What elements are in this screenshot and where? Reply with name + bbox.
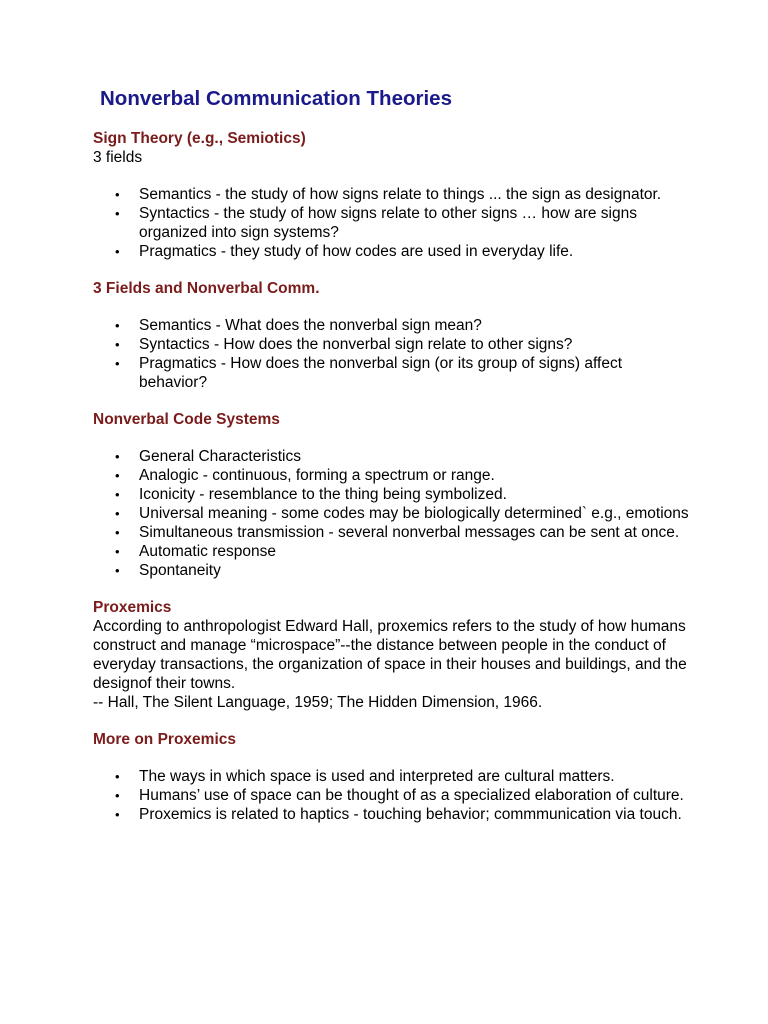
list-item: • Syntactics - the study of how signs relate to other signs … how are signs organized into sign systems? xyxy=(139,204,693,242)
section-sign-theory xyxy=(93,129,693,261)
list-item: • Automatic response xyxy=(139,542,693,561)
section-proxemics xyxy=(93,598,693,712)
list-item: • Iconicity - resemblance to the thing being symbolized. xyxy=(139,485,693,504)
section-heading: Sign Theory (e.g., Semiotics) xyxy=(93,130,306,147)
list-item: • Proxemics is related to haptics - touching behavior; commmunication via touch. xyxy=(139,805,693,824)
bullet-list xyxy=(93,767,693,824)
bullet-list xyxy=(93,316,693,392)
list-item: • Syntactics - How does the nonverbal sign relate to other signs? xyxy=(139,335,693,354)
list-item: • Pragmatics - How does the nonverbal sign (or its group of signs) affect behavior? xyxy=(139,354,693,392)
list-item: • Semantics - What does the nonverbal sign mean? xyxy=(139,316,693,335)
section-heading: More on Proxemics xyxy=(93,731,236,748)
document-body xyxy=(93,129,693,824)
list-item: • Simultaneous transmission - several nonverbal messages can be sent at once. xyxy=(139,523,693,542)
list-item: • Semantics - the study of how signs relate to things ... the sign as designator. xyxy=(139,185,693,204)
section-three-fields xyxy=(93,279,693,392)
section-intro: 3 fields xyxy=(93,149,143,166)
bullet-list xyxy=(93,185,693,261)
citation: -- Hall, The Silent Language, 1959; The Hidden Dimension, 1966. xyxy=(93,694,543,711)
section-heading: 3 Fields and Nonverbal Comm. xyxy=(93,280,320,297)
section-paragraph: According to anthropologist Edward Hall, proxemics refers to the study of how humans construct and manage “microspace”--the distance between people in the conduct of everyday transactions, the organization of space in their houses and buildings, and the designof their towns. xyxy=(93,618,687,692)
list-item: • The ways in which space is used and interpreted are cultural matters. xyxy=(139,767,693,786)
list-item: • Pragmatics - they study of how codes are used in everyday life. xyxy=(139,242,693,261)
list-item: • Spontaneity xyxy=(139,561,693,580)
list-item: • Universal meaning - some codes may be biologically determined` e.g., emotions xyxy=(139,504,693,523)
list-item: • Humans’ use of space can be thought of as a specialized elaboration of culture. xyxy=(139,786,693,805)
section-heading: Nonverbal Code Systems xyxy=(93,411,280,428)
section-more-proxemics xyxy=(93,730,693,824)
section-code-systems xyxy=(93,410,693,580)
section-heading: Proxemics xyxy=(93,599,172,616)
list-item: • General Characteristics xyxy=(139,447,693,466)
list-item: • Analogic - continuous, forming a spectrum or range. xyxy=(139,466,693,485)
document-title: Nonverbal Communication Theories xyxy=(100,87,452,110)
bullet-list xyxy=(93,447,693,580)
